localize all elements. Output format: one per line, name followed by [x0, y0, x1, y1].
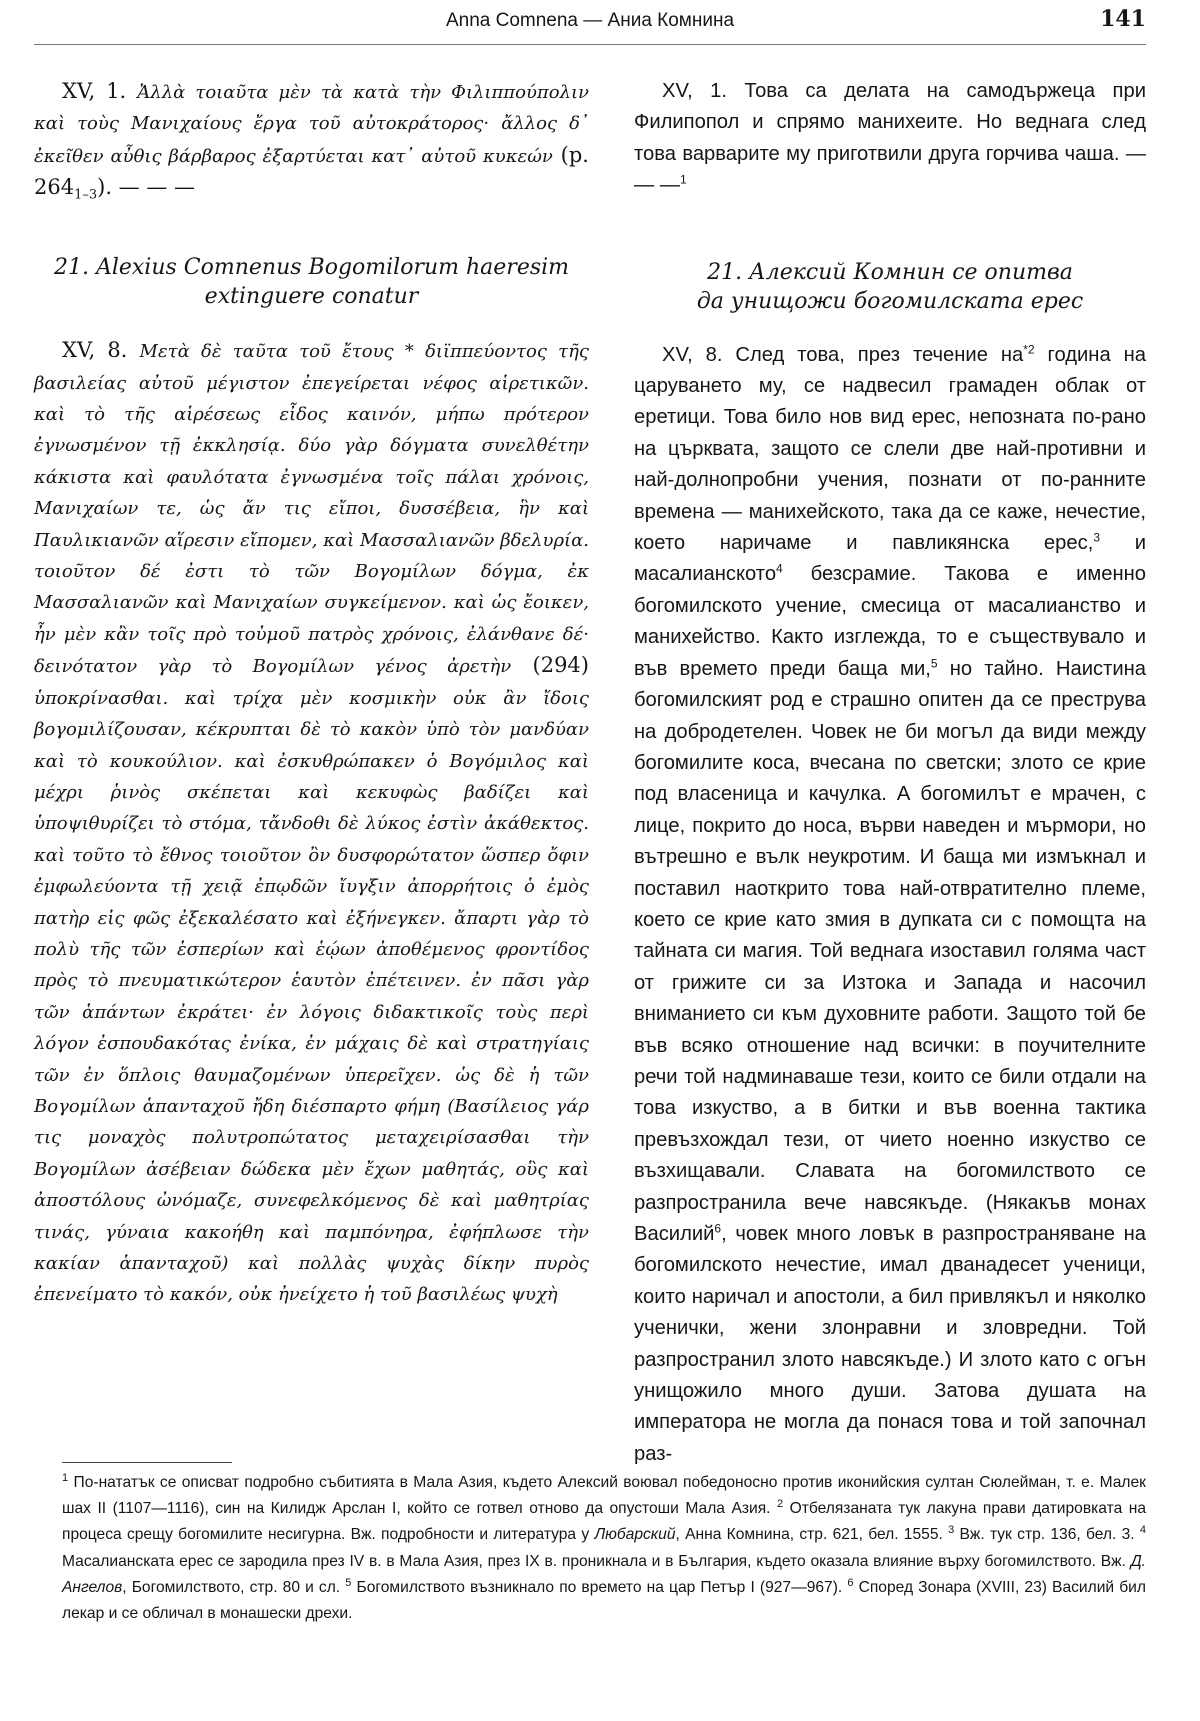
- latin-heading-line-2: extinguere conatur: [204, 284, 419, 310]
- page-ref-lines: 1–3: [74, 187, 98, 203]
- footnote-mark: 1: [679, 172, 687, 187]
- bulgarian-paragraph-2: [634, 340, 1146, 1471]
- text-segment: безсрамие. Такова е именно богомилското учение, смесица от масалианство и манихейство. Както изглежда, то е съществувало и във времето преди баща ми,: [634, 563, 1146, 680]
- footnote-author: Д. Ангелов: [62, 1552, 1146, 1596]
- footnote-text: Вж. тук стр. 136, бел. 3.: [954, 1526, 1140, 1544]
- text-segment: XV, 8. След това, през течение на: [662, 343, 1024, 366]
- footnote-mark: 3: [1093, 530, 1101, 545]
- footnote-text: Според Зонара (XVIII, 23) Василий бил лекар и се обличал в монашески дрехи.: [62, 1578, 1146, 1623]
- footnote-text: По-нататък се описват подробно събитията в Мала Азия, където Алексий воювал победоносно против иконийския султан Сюлейман, т. е. Малек шах II (1107—1116), син на Килидж Арслан I, който се готвел отново да опустоши Мала Азия.: [62, 1474, 1146, 1518]
- footnote-mark: 6: [714, 1221, 722, 1236]
- latin-heading: [34, 253, 589, 311]
- header-rule: [34, 44, 1146, 45]
- text-segment: , човек много ловък в разпространяване на богомилското нечестие, имал дванадесет ученици, които наричал и апостоли, а бил привлякъл и няколко ученички, жени злонравни и зловредни. Той разпространил злото навсякъде.) И злото като с огън унищожило много души. Затова душата на императора не могла да понася това и той започнал раз-: [634, 1223, 1146, 1465]
- greek-text-a: Μετὰ δὲ ταῦτα τοῦ ἔτους * διϊππεύοντος τῆς βασιλείας αὐτοῦ μέγιστον ἐπεγείρεται νέφος αἱρετικῶν. καὶ τὸ τῆς αἱρέσεως εἶδος καινόν, μήπω πρότερον ἐγνωσμένον τῇ ἐκκλησίᾳ. δύο γὰρ δόγματα συνελθέτην κάκιστα καὶ φαυλότατα ἐγνωσμένα τοῖς πάλαι χρόνοις, Μανιχαίων τε, ὡς ἄν τις εἴποι, δυσσέβεια, ἣν καὶ Παυλικιανῶν αἵρεσιν εἴπομεν, καὶ Μασσαλιανῶν βδελυρία. τοιοῦτον δέ ἐστι τὸ τῶν Βογομίλων δόγμα, ἐκ Μασσαλιανῶν καὶ Μανιχαίων συγκείμενον. καὶ ὡς ἔοικεν, ἦν μὲν κἂν τοῖς πρὸ τοὐμοῦ πατρὸς χρόνοις, ἐλάνθανε δέ· δεινότατον γὰρ τὸ Βογομίλων γένος ἀρετὴν: [34, 341, 589, 678]
- page-ref: (294): [511, 653, 589, 678]
- footnote-number: 4: [1139, 1524, 1146, 1537]
- footnote-rule: [62, 1462, 232, 1463]
- page-number: 141: [1100, 6, 1146, 32]
- section-ref: XV, 8.: [62, 338, 140, 363]
- greek-text-b: ὑποκρίνασθαι. καὶ τρίχα μὲν κοσμικὴν οὐκ ἂν ἴδοις βογομιλίζουσαν, κέκρυπται δὲ τὸ κακὸν ὑπὸ τὸν μανδύαν καὶ τὸ κουκούλιον. καὶ ἐσκυθρώπακεν ὁ Βογόμιλος καὶ μέχρι ῥινὸς σκέπεται καὶ κεκυφὼς βαδίζει καὶ ὑποψιθυρίζει τὸ στόμα, τἄνδοθι δὲ λύκος ἐστὶν ἀκάθεκτος. καὶ τοῦτο τὸ ἔθνος τοιοῦτον ὂν δυσφορώτατον ὥσπερ ὄφιν ἐμφωλεύοντα τῇ χειᾷ ἐπῳδῶν ἴυγξιν ἀπορρήτοις ὁ ἐμὸς πατὴρ εἰς φῶς ἐξεκαλέσατο καὶ ἐξήνεγκεν. ἄπαρτι γὰρ τὸ πολὺ τῆς τῶν ἑσπερίων καὶ ἑῴων ἀποθέμενος φροντίδος πρὸς τὸ πνευματικώτερον ἑαυτὸν ἐπέτεινεν. ἐν πᾶσι γὰρ τῶν ἁπάντων ἐκράτει· ἐν λόγοις διδακτικοῖς τοὺς περὶ λόγον ἐσπουδακότας ἐνίκα, ἐν μάχαις δὲ καὶ στρατηγίαις τῶν ἐν ὅπλοις θαυμαζομένων ὑπερεῖχεν. ὡς δὲ ἡ τῶν Βογομίλων ἁπανταχοῦ ἤδη διέσπαρτο φήμη (Βασίλειος γάρ τις μοναχὸς πολυτροπώτατος μεταχειρίσασθαι τὴν Βογομίλων ἀσέβειαν δώδεκα μὲν ἔχων μαθητάς, οὓς καὶ ἀποστόλους ὠνόμαζε, συνεφελκόμενος δὲ καὶ μαθητρίας τινάς, γύναια κακοήθη καὶ παμπόνηρα, ἐφήπλωσε τὴν κακίαν ἁπανταχοῦ) καὶ πολλὰς ψυχὰς δίκην πυρὸς ἐπενείματο τὸ κακόν, οὐκ ἠνείχετο ἡ τοῦ βασιλέως ψυχὴ: [34, 687, 589, 1306]
- text-segment: и масалианското: [634, 532, 1147, 586]
- bulgarian-text: XV, 1. Това са делата на самодържеца при Филипопол и спрямо манихеите. Но веднага след това варварите му приготвили друга горчива чаша. — — —: [634, 80, 1146, 197]
- footnote-number: 5: [345, 1576, 352, 1589]
- greek-column: [34, 76, 589, 1311]
- footnote-author: Любарский: [594, 1526, 676, 1544]
- page-header: [34, 6, 1146, 42]
- footnote-number: 1: [62, 1471, 69, 1484]
- footnote-mark: 4: [776, 561, 783, 576]
- text-segment: но тайно. Наистина богомилският род е страшно опитен да се преструва на добродетелен. Човек не би могъл да види между богомилите коса, вчесана по светски; злото се крие под власеница и качулка. А богомилът е мрачен, с лице, покрито до носа, върви наведен и мърмори, но вътрешно е вълк неукротим. И баща ми измъкнал и поставил наоткрито това най-отвратително племе, което се крие като змия в дупката си с помощта на тайната си магия. Той веднага изоставил голяма част от грижите си за Изтока и Запада и насочил вниманието си към духовните работи. Защото той бе във всяко отношение над всички: в поучителните речи той надминаваше тези, които се били отдали на това изкуство, а в битки и във военна тактика превъзхождал тези, от чието ноенно изкуство се възхищавали. Славата на богомилството се разпространила вече навсякъде. (Някакъв монах Василий: [634, 657, 1146, 1245]
- footnote-text: , Богомилството, стр. 80 и сл.: [122, 1578, 346, 1596]
- page-ref: (p. 264: [34, 142, 589, 200]
- page-ref-end: ). — — —: [97, 175, 196, 200]
- bulgarian-heading-line-1: 21. Алексий Комнин се опитва: [707, 259, 1073, 285]
- footnote-text: Отбелязаната тук лакуна прави датировката на процеса срещу богомилите несигурна. Вж. подробности и литература у: [62, 1500, 1146, 1544]
- footnote-number: 3: [948, 1524, 955, 1537]
- bulgarian-column: [634, 76, 1146, 1470]
- section-ref: XV, 1.: [62, 79, 138, 103]
- greek-paragraph-2: [34, 335, 589, 1311]
- bulgarian-heading: [634, 258, 1146, 316]
- greek-paragraph-1: [34, 76, 589, 211]
- text-segment: година на царуването му, се надвесил грамаден облак от еретици. Това било нов вид ерес, непозната по-рано на църквата, защото се слели две най-противни и най-долнопробни учения, познати от по-ранните времена — манихейското, така да се каже, нечестие, което наричаме и павликянска ерес,: [634, 343, 1146, 555]
- footnote-mark: *2: [1023, 341, 1035, 356]
- footnote-number: 6: [847, 1576, 854, 1589]
- footnote-text: Богомилството възникнало по времето на цар Петър I (927—967).: [351, 1578, 848, 1596]
- footnotes: [62, 1470, 1146, 1627]
- footnote-number: 2: [776, 1498, 784, 1511]
- greek-text: Ἀλλὰ τοιαῦτα μὲν τὰ κατὰ τὴν Φιλιππούπολιν καὶ τοὺς Μανιχαίους ἔργα τοῦ αὐτοκράτορος· ἄλλος δ᾽ ἐκεῖθεν αὖθις βάρβαρος ἐξαρτύεται κατ᾽ αὐτοῦ κυκεών: [34, 82, 589, 167]
- bulgarian-heading-line-2: да унищожи богомилската ерес: [696, 288, 1084, 314]
- bulgarian-paragraph-1: [634, 76, 1146, 202]
- footnote-mark: 5: [930, 655, 938, 670]
- footnote-text: , Анна Комнина, стр. 621, бел. 1555.: [675, 1526, 949, 1544]
- footnote-text: Масалианската ерес се зародила през IV в. в Мала Азия, през IX в. проникнала и в България, където оказала влияние върху богомилството. Вж.: [62, 1552, 1131, 1570]
- latin-heading-line-1: 21. Alexius Comnenus Bogomilorum haeresim: [53, 255, 570, 281]
- running-title: Anna Comnena — Аниа Комнина: [445, 10, 735, 31]
